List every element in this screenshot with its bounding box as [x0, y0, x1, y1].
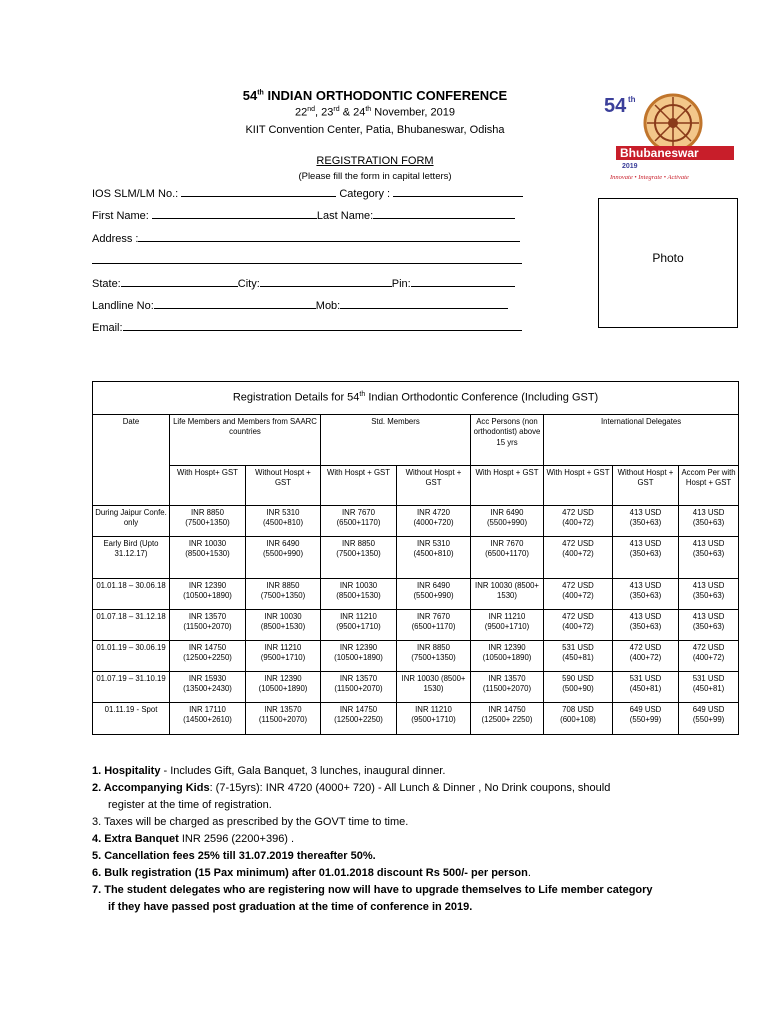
note-6: 6. Bulk registration (15 Pax minimum) after 01.01.2018 discount Rs 500/- per person.: [92, 867, 531, 879]
header-date: Date: [93, 414, 170, 505]
subheader: Without Hospt + GST: [397, 465, 471, 505]
subheader: With Hospt+ GST: [170, 465, 246, 505]
state-label: State:: [92, 278, 121, 290]
first-name-label: First Name:: [92, 210, 149, 222]
city-field[interactable]: [260, 276, 392, 287]
pin-label: Pin:: [391, 278, 411, 290]
subheader: Without Hospt + GST: [246, 465, 321, 505]
conference-title: 54th INDIAN ORTHODONTIC CONFERENCE: [242, 88, 508, 103]
note-7-cont: if they have passed post graduation at the time of conference in 2019.: [108, 901, 473, 913]
note-3: 3. Taxes will be charged as prescribed by the GOVT time to time.: [92, 816, 409, 828]
venue: KIIT Convention Center, Patia, Bhubaneswar, Odisha: [245, 124, 505, 136]
category-field[interactable]: [393, 186, 523, 197]
table-row: 01.01.18 – 30.06.18 INR 12390 (10500+1890) INR 8850 (7500+1350) INR 10030 (8500+1530) INR 6490 (5500+990) INR 10030 (8500+ 1530) 472 USD (400+72) 413 USD (350+63) 413 USD (350+63): [93, 578, 739, 609]
subheader: Accom Per with Hospt + GST: [679, 465, 739, 505]
chakra-logo-icon: [598, 88, 738, 183]
subheader: With Hospt + GST: [321, 465, 397, 505]
last-name-label: Last Name:: [316, 210, 374, 222]
mob-field[interactable]: [340, 298, 508, 309]
header-intl: International Delegates: [544, 414, 739, 465]
conference-logo: [598, 88, 738, 183]
conference-dates: 22nd, 23rd & 24th November, 2019: [295, 106, 455, 119]
logo-city: Bhubaneswar: [620, 146, 699, 160]
logo-number: 54: [604, 95, 627, 117]
address-label: Address :: [92, 233, 139, 245]
address-field-line2[interactable]: [92, 263, 522, 264]
note-4: 4. Extra Banquet INR 2596 (2200+396) .: [92, 833, 295, 845]
email-field[interactable]: [123, 320, 522, 331]
logo-tagline: Innovate • Integrate • Activate: [610, 174, 689, 181]
header-std: Std. Members: [321, 414, 471, 465]
state-city-pin-line: [92, 276, 515, 290]
table-caption: Registration Details for 54th Indian Orthodontic Conference (Including GST): [93, 382, 739, 415]
table-row: 01.11.19 - Spot INR 17110 (14500+2610) INR 13570 (11500+2070) INR 14750 (12500+2250) INR 11210 (9500+1710) INR 14750 (12500+ 2250) 708 USD (600+108) 649 USD (550+99) 649 USD (550+99): [93, 702, 739, 734]
note-2-cont: register at the time of registration.: [108, 799, 272, 811]
photo-label: Photo: [652, 251, 684, 265]
address-field[interactable]: [138, 231, 520, 242]
category-label: Category :: [339, 188, 391, 200]
last-name-field[interactable]: [373, 208, 515, 219]
city-label: City:: [237, 278, 260, 290]
name-line: [92, 208, 515, 222]
table-row: 01.07.19 – 31.10.19 INR 15930 (13500+2430) INR 12390 (10500+1890) INR 13570 (11500+2070) INR 10030 (8500+ 1530) INR 13570 (11500+2070) 590 USD (500+90) 531 USD (450+81) 531 USD (450+81): [93, 671, 739, 702]
email-line: [92, 320, 522, 334]
note-1: 1. Hospitality - Includes Gift, Gala Banquet, 3 lunches, inaugural dinner.: [92, 765, 446, 777]
address-line: [92, 231, 520, 245]
ios-label: IOS SLM/LM No.:: [92, 188, 179, 200]
header-life: Life Members and Members from SAARC countries: [170, 414, 321, 465]
subheader: With Hospt + GST: [544, 465, 613, 505]
ios-field[interactable]: [181, 186, 336, 197]
table-row: Early Bird (Upto 31.12.17) INR 10030 (8500+1530) INR 6490 (5500+990) INR 8850 (7500+1350) INR 5310 (4500+810) INR 7670 (6500+1170) 472 USD (400+72) 413 USD (350+63) 413 USD (350+63): [93, 536, 739, 578]
first-name-field[interactable]: [152, 208, 317, 219]
header-acc: Acc Persons (non orthodontist) above 15 yrs: [471, 414, 544, 465]
phone-line: [92, 298, 508, 312]
notes-list: [92, 763, 732, 916]
form-note: (Please fill the form in capital letters): [298, 171, 452, 182]
subheader: Without Hospt + GST: [613, 465, 679, 505]
logo-year: 2019: [622, 163, 638, 170]
mob-label: Mob:: [315, 300, 341, 312]
landline-label: Landline No:: [92, 300, 154, 312]
note-7: 7. The student delegates who are registering now will have to upgrade themselves to Life member category: [92, 884, 653, 896]
ios-category-line: [92, 186, 523, 200]
form-title: REGISTRATION FORM: [316, 155, 434, 167]
table-row: 01.01.19 – 30.06.19 INR 14750 (12500+2250) INR 11210 (9500+1710) INR 12390 (10500+1890) INR 8850 (7500+1350) INR 12390 (10500+1890) 531 USD (450+81) 472 USD (400+72) 472 USD (400+72): [93, 640, 739, 671]
state-field[interactable]: [121, 276, 238, 287]
registration-table: [92, 381, 739, 735]
pin-field[interactable]: [411, 276, 515, 287]
photo-box[interactable]: [598, 198, 738, 328]
table-row: During Jaipur Confe. only INR 8850 (7500+1350) INR 5310 (4500+810) INR 7670 (6500+1170) INR 4720 (4000+720) INR 6490 (5500+990) 472 USD (400+72) 413 USD (350+63) 413 USD (350+63): [93, 505, 739, 536]
subheader: With Hospt + GST: [471, 465, 544, 505]
note-2: 2. Accompanying Kids: (7-15yrs): INR 4720 (4000+ 720) - All Lunch & Dinner , No Drink coupons, should: [92, 782, 611, 794]
email-label: Email:: [92, 322, 123, 334]
landline-field[interactable]: [154, 298, 316, 309]
table-row: 01.07.18 – 31.12.18 INR 13570 (11500+2070) INR 10030 (8500+1530) INR 11210 (9500+1710) INR 7670 (6500+1170) INR 11210 (9500+1710) 472 USD (400+72) 413 USD (350+63) 413 USD (350+63): [93, 609, 739, 640]
note-5: 5. Cancellation fees 25% till 31.07.2019 thereafter 50%.: [92, 850, 376, 862]
logo-sup: th: [628, 95, 636, 104]
